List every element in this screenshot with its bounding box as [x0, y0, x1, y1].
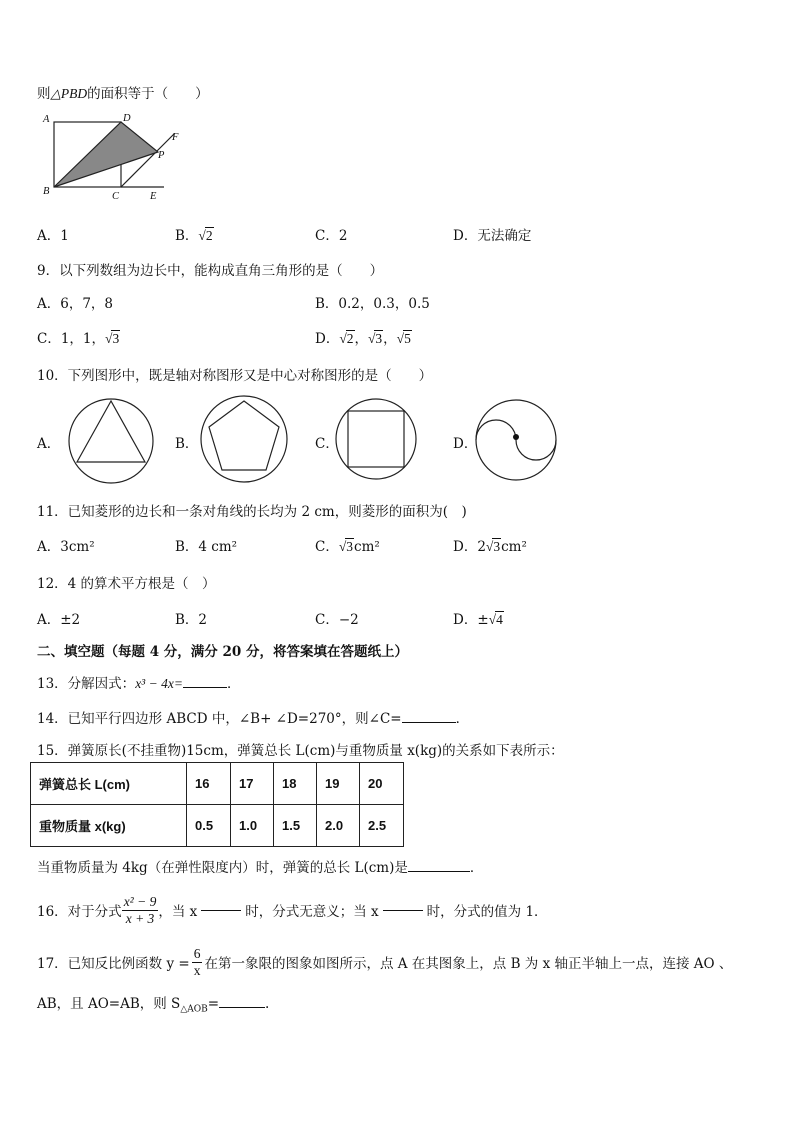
fig-label-e: E	[150, 191, 157, 202]
table-row	[31, 763, 404, 805]
q17-line-1	[37, 942, 732, 982]
q8-stem-suffix: 的面积等于（ ）	[87, 86, 209, 102]
table-cell: 2.5	[360, 805, 404, 847]
q8-option-b-radicand: 2	[205, 228, 213, 243]
q16-answer-blank-1[interactable]	[201, 910, 241, 911]
q8-option-d-text: 无法确定	[477, 228, 532, 244]
q17-subscript: △AOB	[180, 1004, 208, 1015]
q11-option-b[interactable]: B．4 cm²	[175, 539, 238, 555]
q8-stem-prefix: 则	[37, 86, 51, 102]
q8-option-b-letter: B．	[175, 228, 199, 244]
table-cell: 17	[231, 763, 274, 805]
q17-suffix: .	[265, 996, 270, 1012]
q10-stem: 10．下列图形中，既是轴对称图形又是中心对称图形的是（ ）	[37, 368, 433, 384]
fig-label-a: A	[43, 114, 50, 125]
q11-option-d-letter: D．	[453, 539, 478, 555]
q17-numerator: 6	[193, 945, 201, 961]
q11-d-unit: cm²	[501, 539, 527, 555]
sqrt-symbol: √3	[485, 539, 501, 554]
q11-option-a[interactable]: A．3cm²	[37, 539, 95, 555]
q16	[37, 890, 548, 930]
q17-denominator: x	[193, 962, 201, 978]
q13-prefix: 13．分解因式：	[37, 676, 136, 692]
q17-line-2-text: AB，且 AO=AB，则 S	[37, 996, 181, 1012]
q17-rest: 在第一象限的图象如图所示，点 A 在其图象上，点 B 为 x 轴正半轴上一点，连接 AO 、	[204, 956, 733, 972]
q8-option-c-letter: C．	[315, 228, 339, 244]
q15-stem: 15．弹簧原长(不挂重物)15cm，弹簧总长 L(cm)与重物质量 x(kg)的关系如下表所示：	[37, 743, 564, 759]
q15-question-text: 当重物质量为 4kg（在弹性限度内）时，弹簧的总长 L(cm)是	[37, 860, 408, 876]
q10-figure-a-circle-triangle[interactable]	[66, 396, 156, 486]
q12-stem: 12．4 的算术平方根是（ ）	[37, 576, 216, 592]
table-row-header: 弹簧总长 L(cm)	[31, 763, 187, 805]
q11-d-coefficient: 2	[477, 539, 486, 555]
q16-text-2: 时，分式无意义；当 x	[245, 904, 379, 920]
q17-prefix: 17．已知反比例函数 y =	[37, 956, 190, 972]
fig-label-p: P	[158, 150, 165, 161]
q8-option-c[interactable]	[315, 224, 347, 244]
q8-option-a-letter: A．	[37, 228, 61, 244]
q8-option-a[interactable]	[37, 224, 69, 244]
table-cell: 16	[187, 763, 231, 805]
sqrt-symbol: √3	[338, 539, 354, 554]
q17-line-2	[37, 992, 269, 1015]
q15-suffix: ．	[469, 860, 484, 876]
q9-d-radicand-2: 3	[375, 331, 383, 346]
q12-option-d-letter: D．	[453, 612, 478, 628]
q15-answer-blank[interactable]	[408, 871, 470, 872]
table-row-header: 重物质量 x(kg)	[31, 805, 187, 847]
q15-data-table	[30, 762, 404, 847]
q10-figure-c-circle-square[interactable]	[334, 397, 418, 481]
q11-stem: 11．已知菱形的边长和一条对角线的长均为 2 cm，则菱形的面积为( )	[37, 504, 467, 520]
q9-option-d[interactable]: D．√2，√3，√5	[315, 331, 411, 347]
sqrt-symbol: √5	[396, 331, 411, 346]
q9-stem: 9．以下列数组为边长中，能构成直角三角形的是（ ）	[37, 263, 384, 279]
q10-figure-b-circle-pentagon[interactable]	[198, 393, 290, 485]
q12-option-d[interactable]	[453, 608, 504, 628]
q14-answer-blank[interactable]	[402, 722, 456, 723]
q12-option-a[interactable]: A．±2	[37, 612, 81, 628]
q16-fraction	[122, 894, 159, 927]
fig-label-b: B	[43, 186, 50, 197]
q12-option-c[interactable]: C．−2	[315, 612, 359, 628]
q11-option-c[interactable]	[315, 535, 380, 555]
section-2-title: 二、填空题（每题 4 分，满分 20 分，将答案填在答题纸上）	[37, 644, 408, 660]
fig-label-d: D	[123, 113, 131, 124]
q10-option-d-letter[interactable]: D．	[453, 436, 478, 452]
sqrt-symbol: √3	[368, 331, 383, 346]
q12-d-radicand: 4	[496, 612, 503, 627]
q8-stem	[37, 82, 209, 102]
q9-option-c-prefix: C．1，1，	[37, 331, 106, 347]
table-cell: 2.0	[317, 805, 360, 847]
q11-option-c-letter: C．	[315, 539, 339, 555]
q13-answer-blank[interactable]	[183, 687, 227, 688]
table-cell: 1.0	[231, 805, 274, 847]
q14	[37, 707, 469, 727]
q10-figure-d-yin-yang[interactable]	[473, 397, 559, 483]
q10-option-c-letter[interactable]: C．	[315, 436, 339, 452]
q15-question	[37, 856, 483, 876]
q9-d-radicand-1: 2	[346, 331, 354, 346]
q16-answer-blank-2[interactable]	[383, 910, 423, 911]
q13-suffix: ．	[226, 676, 241, 692]
table-cell: 1.5	[274, 805, 317, 847]
q12-option-b[interactable]: B．2	[175, 612, 208, 628]
table-cell: 19	[317, 763, 360, 805]
q8-option-b[interactable]	[175, 224, 214, 244]
q14-suffix: ．	[455, 711, 470, 727]
q9-option-b[interactable]: B．0.2，0.3，0.5	[315, 296, 430, 312]
q12-d-plus-minus: ±	[477, 612, 489, 628]
q10-option-b-letter[interactable]: B．	[175, 436, 199, 452]
q8-option-c-text: 2	[338, 228, 348, 244]
q8-option-a-text: 1	[60, 228, 69, 244]
q13-expression: x³ − 4x=	[135, 676, 183, 691]
q9-option-d-prefix: D．	[315, 331, 340, 347]
table-row	[31, 805, 404, 847]
q9-d-radicand-3: 5	[404, 331, 411, 346]
q8-option-d[interactable]	[453, 224, 531, 244]
sqrt-symbol: √2	[339, 331, 354, 346]
q11-c-unit: cm²	[354, 539, 380, 555]
q17-answer-blank[interactable]	[219, 1007, 265, 1008]
q17-equals: =	[207, 996, 220, 1012]
q8-option-d-letter: D．	[453, 228, 478, 244]
q16-text-1: ，当 x	[158, 904, 198, 920]
q8-stem-math: △PBD	[50, 86, 88, 101]
q9-c-radicand: 3	[112, 331, 120, 346]
q11-c-radicand: 3	[346, 539, 354, 554]
q13	[37, 672, 240, 692]
q9-option-c[interactable]	[37, 327, 120, 347]
q14-text: 14．已知平行四边形 ABCD 中，∠B+ ∠D=270°，则∠C=	[37, 711, 402, 727]
q16-prefix: 16．对于分式	[37, 904, 122, 920]
sqrt-symbol: √3	[105, 331, 120, 346]
sqrt-symbol: √4	[488, 612, 503, 627]
q16-numerator: x² − 9	[123, 893, 157, 909]
sqrt-symbol: √2	[198, 228, 213, 243]
table-cell: 20	[360, 763, 404, 805]
q16-text-3: 时，分式的值为 1．	[426, 904, 548, 920]
fig-label-c: C	[112, 191, 120, 202]
q11-d-radicand: 3	[493, 539, 501, 554]
q16-denominator: x + 3	[125, 910, 155, 926]
q8-figure	[36, 108, 186, 203]
q10-option-a-letter[interactable]: A．	[37, 436, 61, 452]
q11-option-d[interactable]	[453, 535, 527, 555]
q17-fraction	[192, 946, 203, 979]
table-cell: 18	[274, 763, 317, 805]
table-cell: 0.5	[187, 805, 231, 847]
q9-option-a[interactable]: A．6，7，8	[37, 296, 114, 312]
fig-label-f: F	[172, 132, 179, 143]
